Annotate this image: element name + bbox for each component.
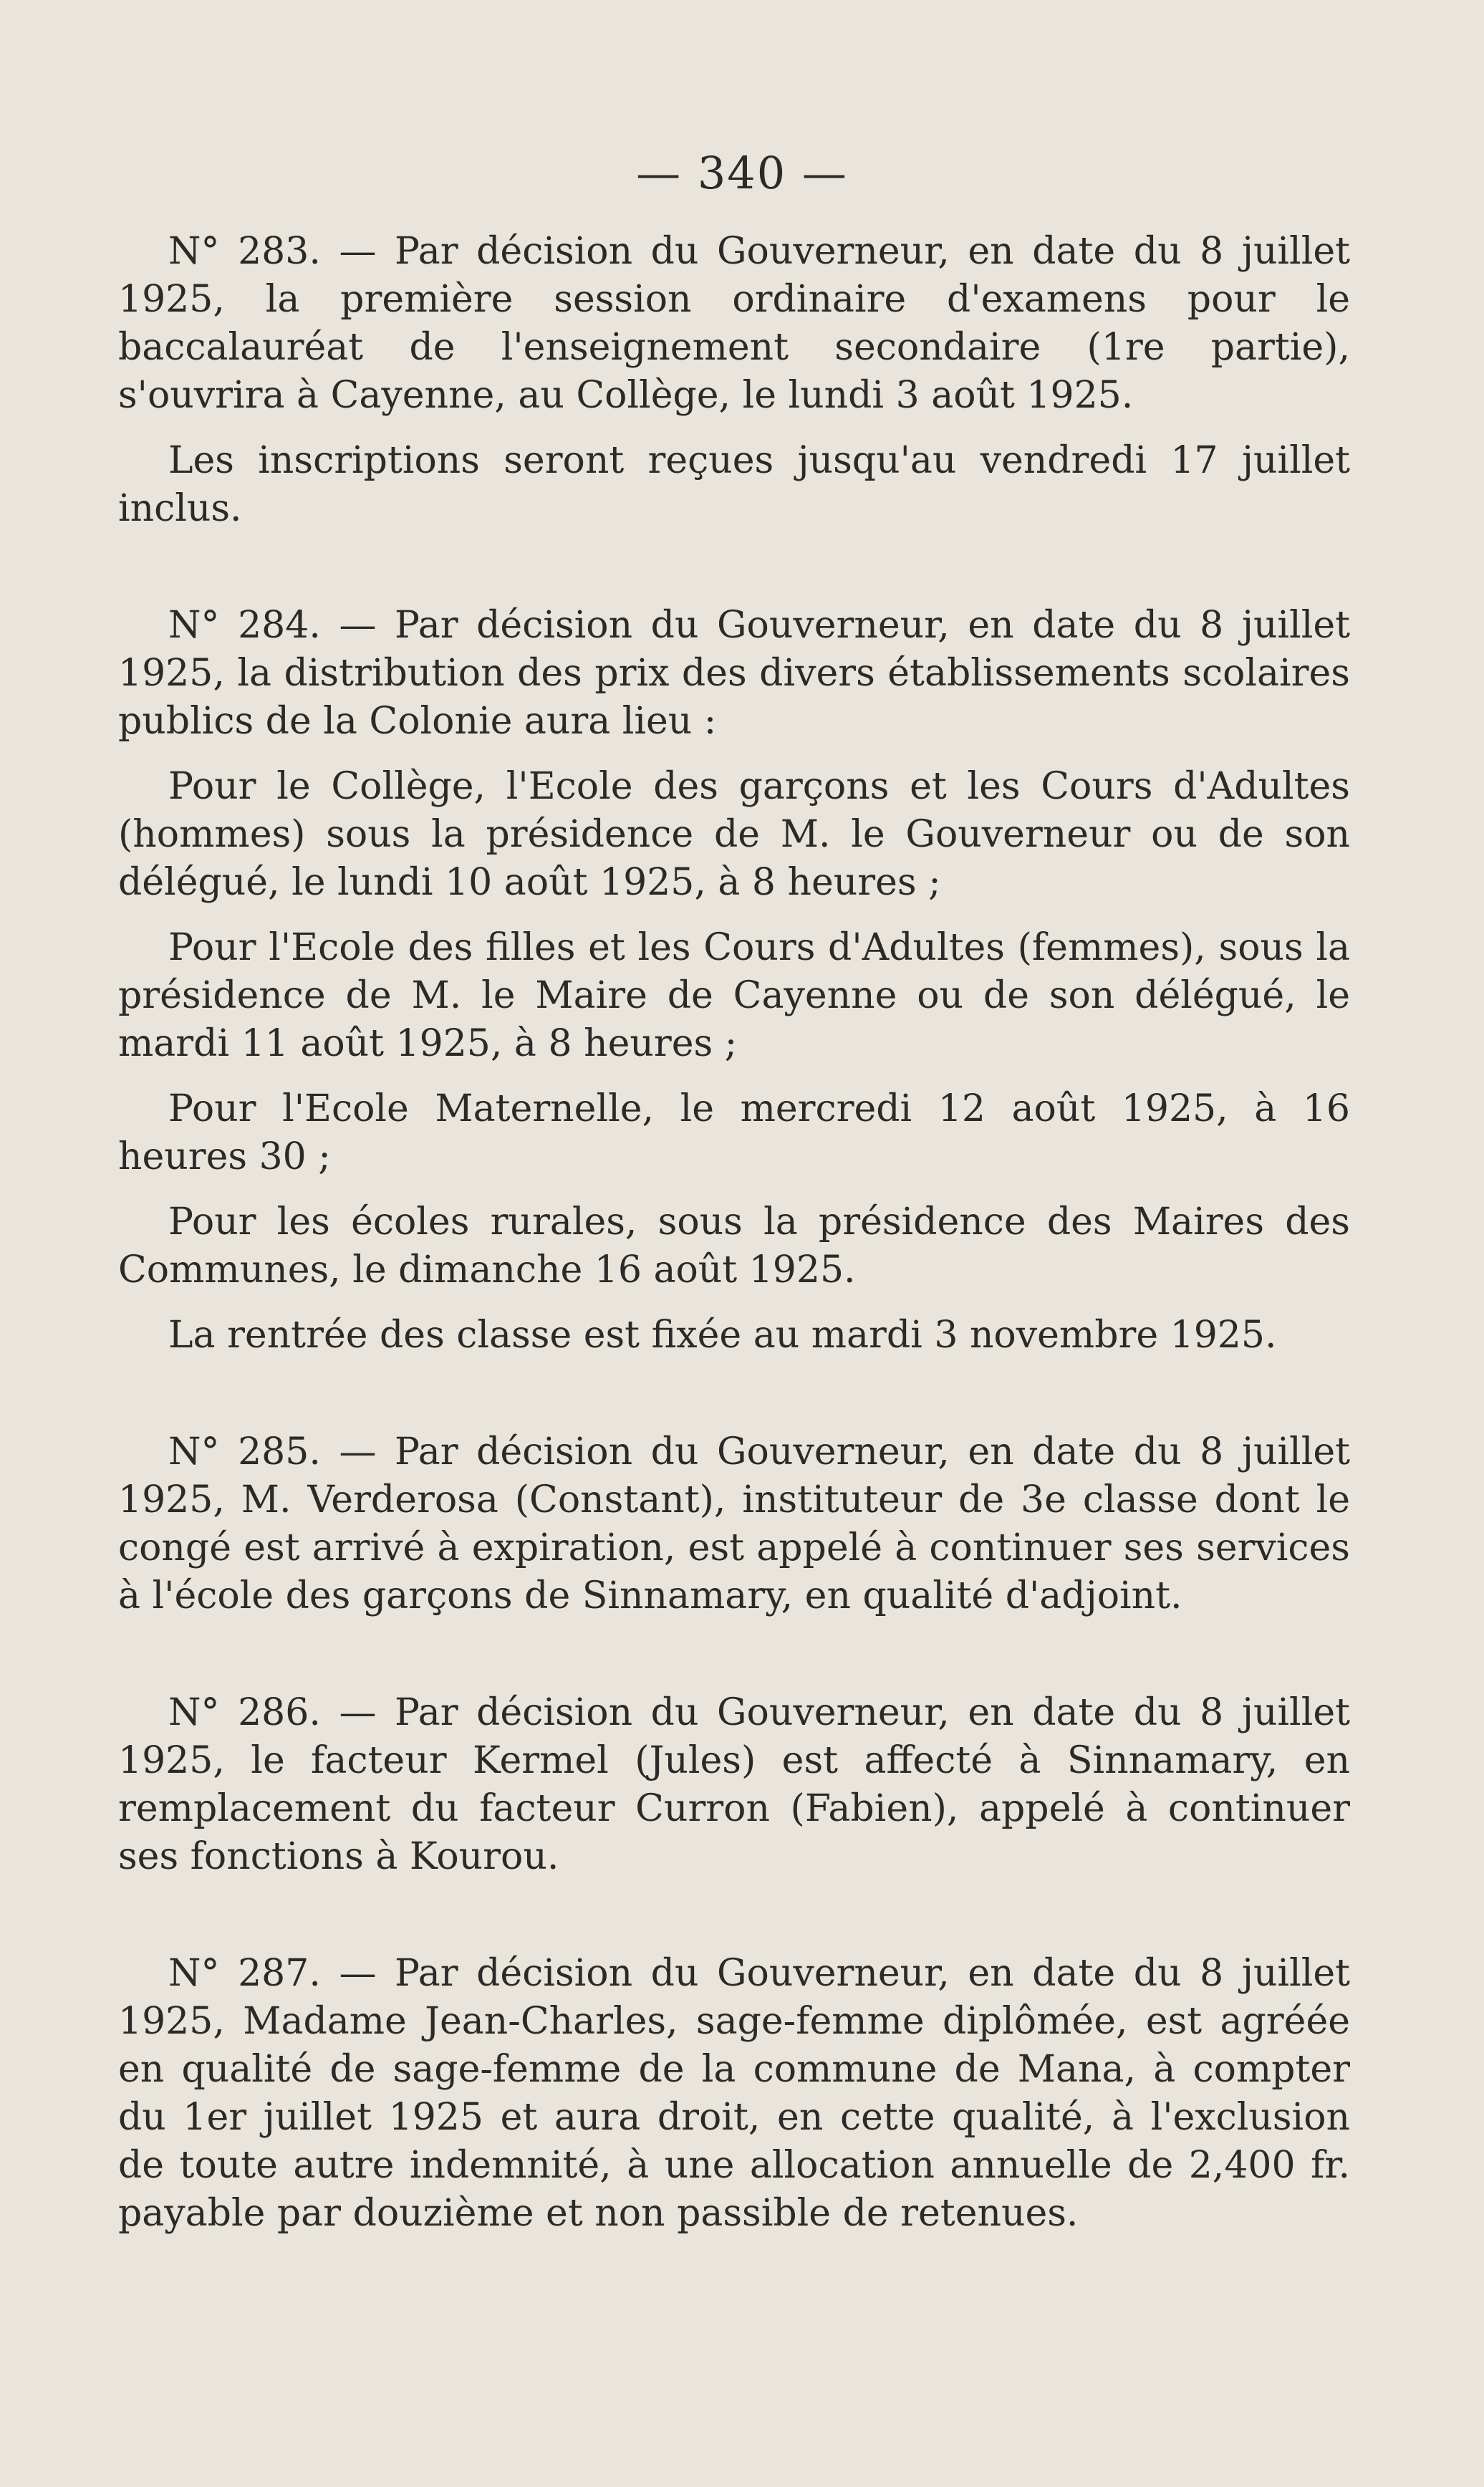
paragraph-285: N° 285. — Par décision du Gouverneur, en date du 8 juillet 1925, M. Verderosa (Constant), instituteur de 3e classe dont le congé est arrivé à expiration, est appelé à continuer ses services à l'école des garçons de Sinnamary, en qualité d'adjoint. [118, 1430, 1350, 1617]
paragraph-286: N° 286. — Par décision du Gouverneur, en date du 8 juillet 1925, le facteur Kermel (Jules) est affecté à Sinnamary, en remplacement du facteur Curron (Fabien), appelé à continuer ses fonctions à Kourou. [118, 1691, 1350, 1878]
paragraph-284: N° 284. — Par décision du Gouverneur, en date du 8 juillet 1925, la distribution des prix des divers établissements scolaires publics de la Colonie aura lieu : [118, 604, 1350, 743]
paragraph-284-ecole-maternelle: Pour l'Ecole Maternelle, le mercredi 12 août 1925, à 16 heures 30 ; [118, 1087, 1350, 1178]
paragraph-283: N° 283. — Par décision du Gouverneur, en date du 8 juillet 1925, la première session ordinaire d'examens pour le baccalauréat de l'enseignement secondaire (1re partie), s'ouvrira à Cayenne, au Collège, le lundi 3 août 1925. [118, 230, 1350, 417]
paragraph-284-rentree: La rentrée des classe est fixée au mardi 3 novembre 1925. [168, 1314, 1277, 1357]
paragraph-283-inscriptions: Les inscriptions seront reçues jusqu'au vendredi 17 juillet inclus. [118, 439, 1350, 530]
document-body [118, 228, 1350, 2238]
paragraph-284-ecoles-rurales: Pour les écoles rurales, sous la présidence des Maires des Communes, le dimanche 16 août 1925. [118, 1201, 1350, 1291]
page-number: — 340 — [636, 147, 848, 199]
paragraph-284-college: Pour le Collège, l'Ecole des garçons et les Cours d'Adultes (hommes) sous la présidence de M. le Gouverneur ou de son délégué, le lundi 10 août 1925, à 8 heures ; [118, 765, 1350, 904]
paragraph-284-ecole-filles: Pour l'Ecole des filles et les Cours d'Adultes (femmes), sous la présidence de M. le Maire de Cayenne ou de son délégué, le mardi 11 août 1925, à 8 heures ; [118, 926, 1350, 1065]
paragraph-287: N° 287. — Par décision du Gouverneur, en date du 8 juillet 1925, Madame Jean-Charles, sage-femme diplômée, est agréée en qualité de sage-femme de la commune de Mana, à compter du 1er juillet 1925 et aura droit, en cette qualité, à l'exclusion de toute autre indemnité, à une allocation annuelle de 2,400 fr. payable par douzième et non passible de retenues. [118, 1952, 1350, 2235]
